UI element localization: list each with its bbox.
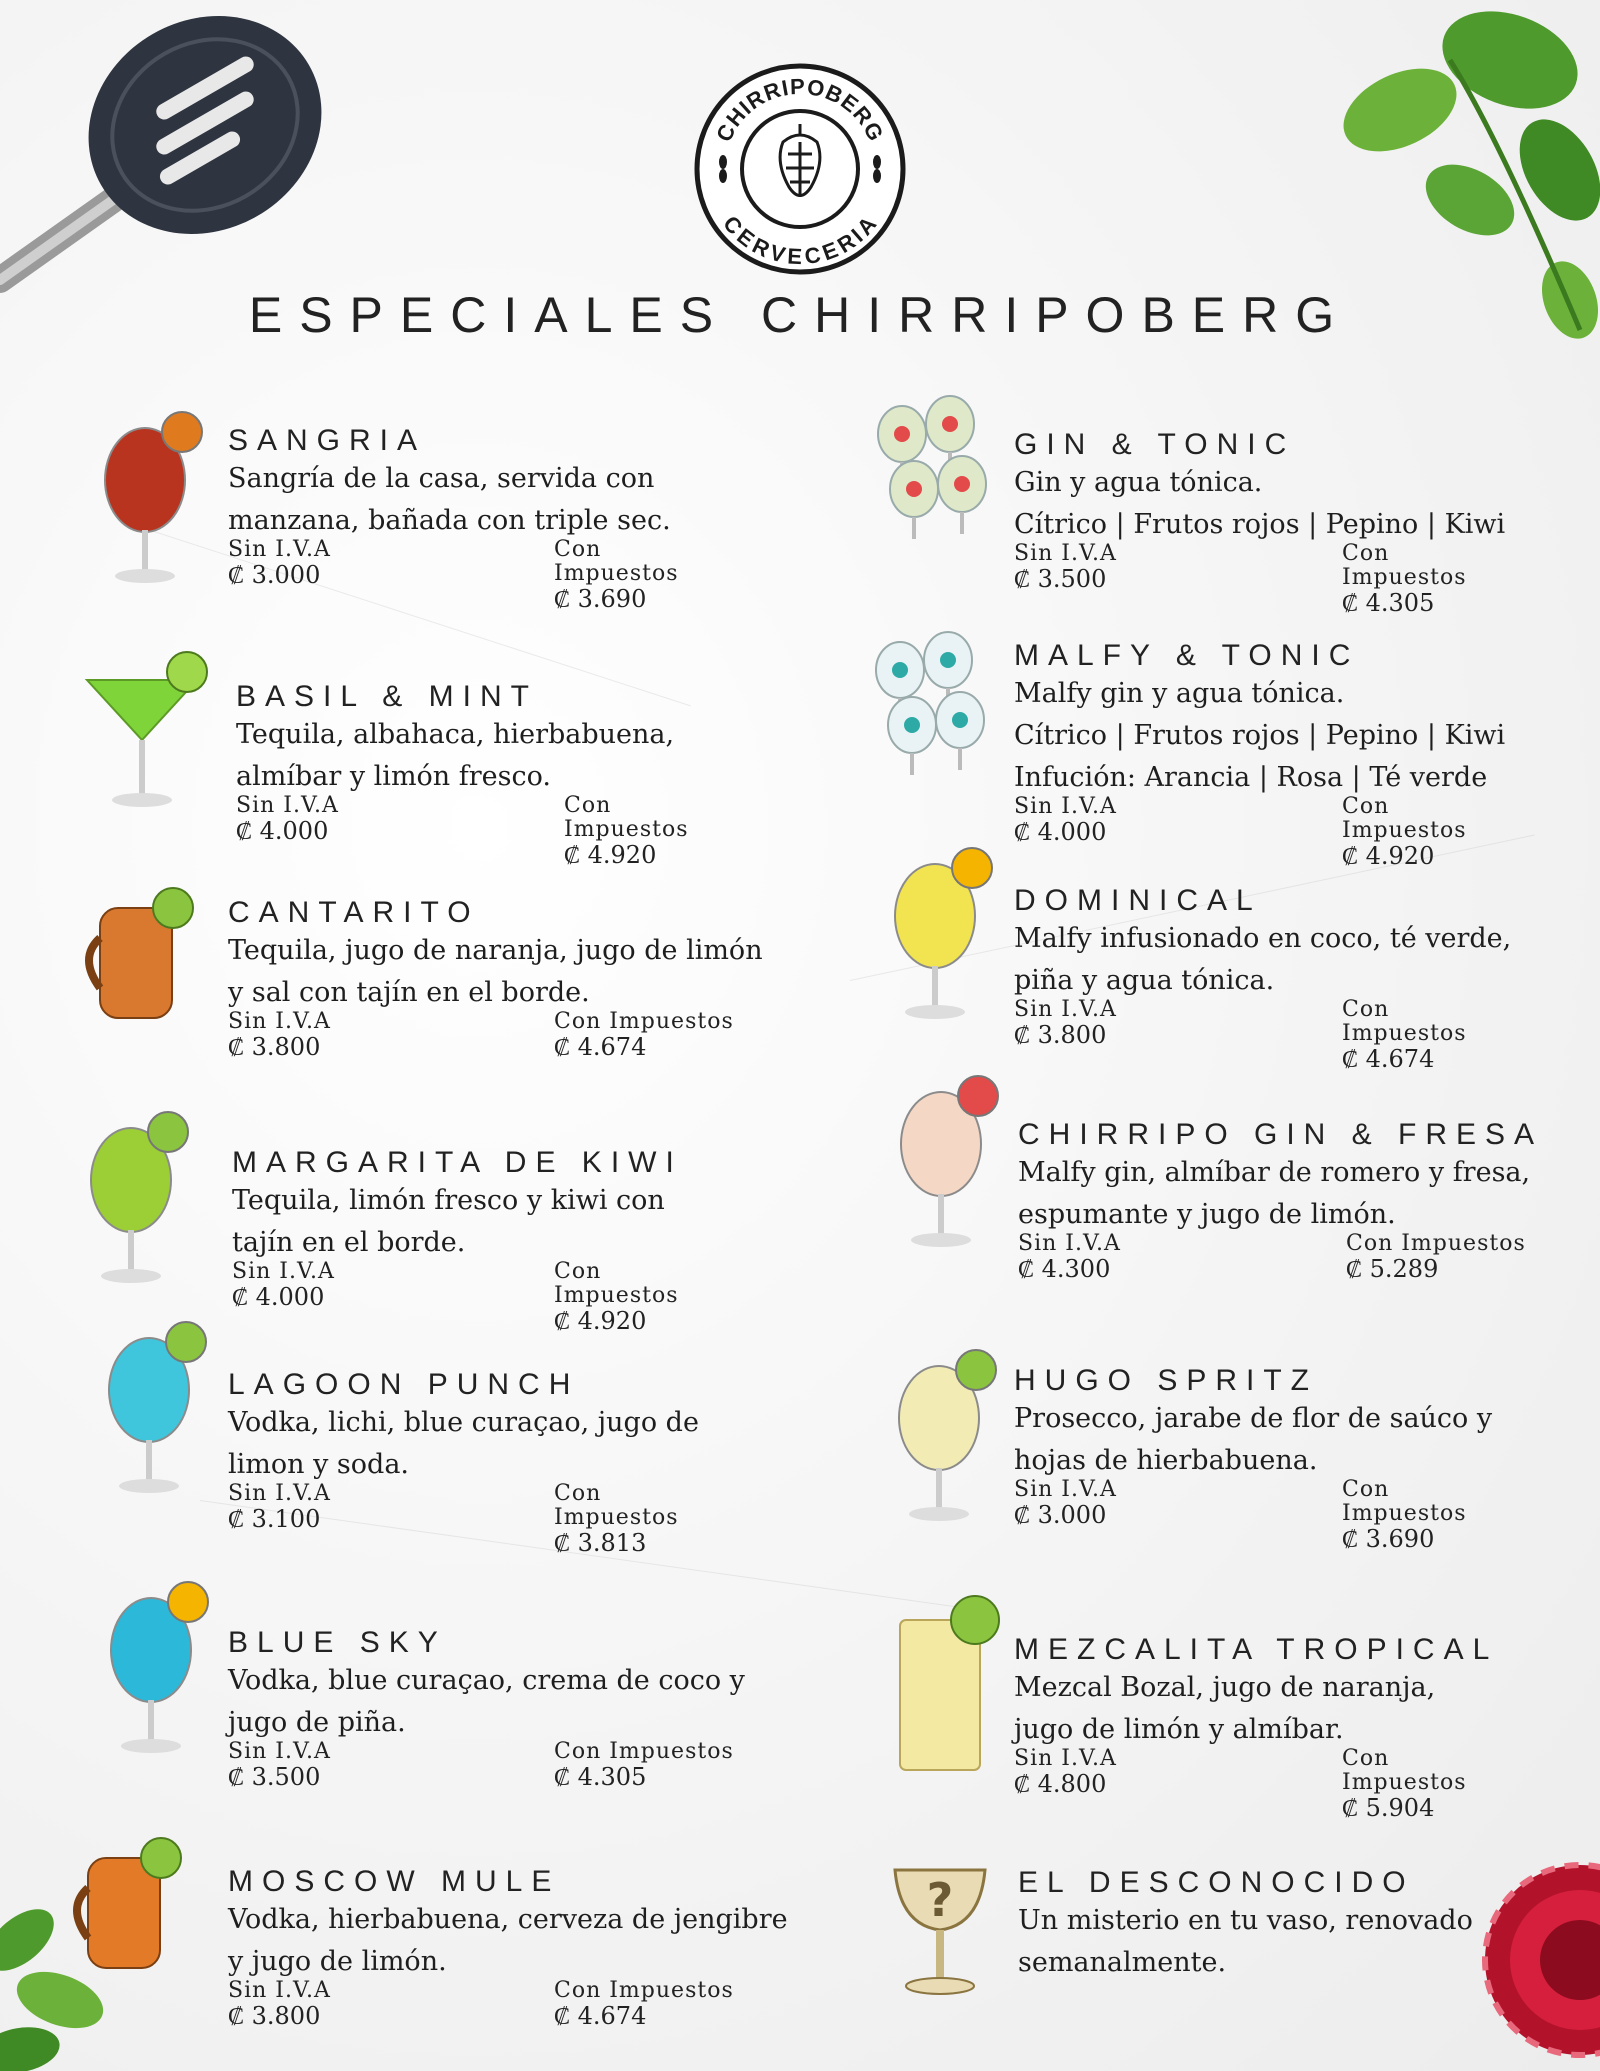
sangria-glass-icon [90, 410, 220, 600]
price-value: ₡ 4.000 [232, 1283, 325, 1311]
price-value: ₡ 4.920 [554, 1307, 647, 1335]
item-name: MARGARITA DE KIWI [232, 1146, 683, 1179]
malfy-glasses-icon [866, 620, 996, 810]
item-name: GIN & TONIC [1014, 428, 1296, 461]
price-value: ₡ 3.690 [554, 585, 647, 613]
description-line: Tequila, limón fresco y kiwi con [232, 1185, 665, 1216]
item-description [228, 1899, 788, 1983]
brand-logo [693, 62, 907, 276]
without-tax-label: Sin I.V.A [1014, 997, 1117, 1022]
price-row [236, 793, 689, 869]
price-with-tax [554, 1740, 734, 1791]
description-line: semanalmente. [1018, 1947, 1227, 1978]
description-line: jugo de piña. [228, 1707, 406, 1738]
item-name: BASIL & MINT [236, 680, 538, 713]
with-tax-label: Con Impuestos [554, 1978, 734, 2003]
with-tax-label: Con Impuestos [1342, 1746, 1467, 1795]
item-name: CANTARITO [228, 896, 480, 929]
with-tax-label: Con Impuestos [1342, 794, 1467, 843]
price-row [228, 1740, 745, 1794]
without-tax-label: Sin I.V.A [228, 1739, 331, 1764]
description-line: Vodka, hierbabuena, cerveza de jengibre [228, 1904, 788, 1935]
price-value: ₡ 3.000 [1014, 1501, 1107, 1529]
price-with-tax [1342, 795, 1505, 870]
description-line: Sangría de la casa, servida con [228, 463, 655, 494]
description-line: limon y soda. [228, 1449, 410, 1480]
item-name: HUGO SPRITZ [1014, 1364, 1319, 1397]
price-value: ₡ 4.000 [1014, 818, 1107, 846]
price-without-tax [228, 1482, 331, 1533]
price-without-tax [228, 538, 331, 589]
price-value: ₡ 4.300 [1018, 1255, 1111, 1283]
description-line: Gin y agua tónica. [1014, 467, 1263, 498]
description-line: y sal con tajín en el borde. [228, 977, 590, 1008]
description-line: jugo de limón y almíbar. [1014, 1714, 1344, 1745]
margarita-glass-icon [76, 1110, 206, 1300]
description-line: Infución: Arancia | Rosa | Té verde [1014, 762, 1488, 793]
price-with-tax [554, 538, 678, 613]
price-row [1014, 1477, 1492, 1553]
logo-top-text: CHIRRIPOBERG [711, 73, 889, 146]
item-name: DOMINICAL [1014, 884, 1262, 917]
item-description [232, 1180, 683, 1264]
price-with-tax [1346, 1232, 1526, 1283]
with-tax-label: Con Impuestos [554, 537, 679, 586]
price-value: ₡ 4.000 [236, 817, 329, 845]
without-tax-label: Sin I.V.A [228, 1009, 331, 1034]
description-line: Vodka, lichi, blue curaçao, jugo de [228, 1407, 699, 1438]
price-row [1014, 1746, 1498, 1822]
price-row [228, 1481, 699, 1557]
menu-item [1014, 1633, 1499, 1822]
item-description [228, 1402, 699, 1486]
price-with-tax [554, 1979, 734, 2030]
price-value: ₡ 3.690 [1342, 1525, 1435, 1553]
without-tax-label: Sin I.V.A [1014, 541, 1117, 566]
bar-strainer-icon [0, 0, 330, 300]
description-line: y jugo de limón. [228, 1946, 447, 1977]
price-with-tax [1342, 998, 1511, 1073]
menu-item [228, 1865, 788, 2033]
description-line: Prosecco, jarabe de flor de saúco y [1014, 1403, 1493, 1434]
pineapple-gin-glass-icon [880, 846, 1010, 1036]
description-line: Malfy gin y agua tónica. [1014, 678, 1345, 709]
item-name: MEZCALITA TROPICAL [1014, 1633, 1499, 1666]
item-description [1014, 918, 1511, 1002]
without-tax-label: Sin I.V.A [1018, 1231, 1121, 1256]
description-line: Tequila, jugo de naranja, jugo de limón [228, 935, 763, 966]
item-description [1018, 1152, 1543, 1236]
clay-jug-icon [78, 858, 208, 1048]
description-line: Un misterio en tu vaso, renovado [1018, 1905, 1473, 1936]
price-with-tax [1342, 1478, 1492, 1553]
price-with-tax [564, 794, 688, 869]
price-value: ₡ 3.800 [228, 1033, 321, 1061]
price-without-tax [1014, 795, 1117, 846]
price-value: ₡ 3.500 [1014, 565, 1107, 593]
without-tax-label: Sin I.V.A [228, 1481, 331, 1506]
price-row [1014, 794, 1505, 870]
price-without-tax [232, 1260, 335, 1311]
logo-bottom-text: CERVECERIA [718, 210, 882, 270]
price-with-tax [554, 1010, 734, 1061]
menu-item [1014, 884, 1512, 1073]
hurricane-blue-glass-icon [94, 1320, 224, 1510]
price-with-tax [554, 1260, 683, 1335]
item-description [1014, 1398, 1492, 1482]
price-without-tax [228, 1740, 331, 1791]
price-value: ₡ 3.000 [228, 561, 321, 589]
gin-glasses-icon [868, 384, 998, 574]
price-value: ₡ 3.100 [228, 1505, 321, 1533]
item-name: MOSCOW MULE [228, 1865, 561, 1898]
price-value: ₡ 4.305 [554, 1763, 647, 1791]
menu-item [1014, 639, 1506, 870]
item-description [236, 714, 674, 798]
question-mark-icon: ? [926, 1873, 954, 1927]
price-value: ₡ 4.920 [1342, 842, 1435, 870]
with-tax-label: Con Impuestos [554, 1481, 679, 1530]
without-tax-label: Sin I.V.A [1014, 1746, 1117, 1771]
menu-item [1018, 1118, 1543, 1286]
description-line: Vodka, blue curaçao, crema de coco y [228, 1665, 745, 1696]
price-value: ₡ 4.674 [554, 2002, 647, 2030]
item-description [1014, 462, 1505, 546]
price-row [1014, 997, 1511, 1073]
menu-item [236, 680, 689, 869]
item-name: MALFY & TONIC [1014, 639, 1360, 672]
price-without-tax [236, 794, 339, 845]
price-value: ₡ 3.800 [1014, 1021, 1107, 1049]
highball-glass-icon [880, 1590, 1010, 1780]
menu-item [1014, 1364, 1493, 1553]
spritz-glass-icon [884, 1348, 1014, 1538]
with-tax-label: Con Impuestos [554, 1259, 679, 1308]
price-without-tax [1014, 542, 1117, 593]
description-line: manzana, bañada con triple sec. [228, 505, 671, 536]
price-with-tax [554, 1482, 699, 1557]
item-name: EL DESCONOCIDO [1018, 1866, 1415, 1899]
price-without-tax [1014, 998, 1117, 1049]
menu-item [1014, 428, 1506, 617]
price-with-tax [1342, 1747, 1498, 1822]
menu-item [1018, 1866, 1473, 1984]
without-tax-label: Sin I.V.A [228, 537, 331, 562]
item-name: BLUE SKY [228, 1626, 447, 1659]
without-tax-label: Sin I.V.A [232, 1259, 335, 1284]
price-value: ₡ 3.813 [554, 1529, 647, 1557]
with-tax-label: Con Impuestos [1346, 1231, 1526, 1256]
without-tax-label: Sin I.V.A [1014, 794, 1117, 819]
price-without-tax [228, 1010, 331, 1061]
item-description [228, 930, 763, 1014]
strawberry-gin-glass-icon [886, 1074, 1016, 1264]
description-line: Cítrico | Frutos rojos | Pepino | Kiwi [1014, 720, 1506, 751]
with-tax-label: Con Impuestos [554, 1009, 734, 1034]
price-without-tax [1014, 1478, 1117, 1529]
price-value: ₡ 3.500 [228, 1763, 321, 1791]
item-description [228, 458, 671, 542]
with-tax-label: Con Impuestos [564, 793, 689, 842]
menu-item [228, 1626, 745, 1794]
without-tax-label: Sin I.V.A [228, 1978, 331, 2003]
menu-item [228, 896, 763, 1064]
item-name: CHIRRIPO GIN & FRESA [1018, 1118, 1544, 1151]
price-with-tax [1342, 542, 1505, 617]
price-row [232, 1259, 683, 1335]
with-tax-label: Con Impuestos [554, 1739, 734, 1764]
price-row [1018, 1232, 1543, 1286]
without-tax-label: Sin I.V.A [236, 793, 339, 818]
menu-item [228, 1368, 699, 1557]
item-description [228, 1660, 745, 1744]
description-line: piña y agua tónica. [1014, 965, 1275, 996]
blue-cocktail-glass-icon [96, 1580, 226, 1770]
description-line: tajín en el borde. [232, 1227, 466, 1258]
description-line: hojas de hierbabuena. [1014, 1445, 1318, 1476]
page-title: ESPECIALES CHIRRIPOBERG [248, 287, 1352, 343]
red-glass-icon [1470, 1840, 1600, 2071]
price-row [228, 537, 679, 613]
menu-item [228, 424, 679, 613]
item-name: LAGOON PUNCH [228, 1368, 580, 1401]
with-tax-label: Con Impuestos [1342, 997, 1467, 1046]
description-line: Tequila, albahaca, hierbabuena, [236, 719, 675, 750]
item-description [1014, 1667, 1498, 1751]
price-row [228, 1010, 763, 1064]
price-without-tax [1014, 1747, 1117, 1798]
description-line: Malfy gin, almíbar de romero y fresa, [1018, 1157, 1531, 1188]
with-tax-label: Con Impuestos [1342, 1477, 1467, 1526]
item-name: SANGRIA [228, 424, 427, 457]
price-without-tax [228, 1979, 331, 2030]
price-row [1014, 541, 1505, 617]
without-tax-label: Sin I.V.A [1014, 1477, 1117, 1502]
martini-glass-icon [82, 640, 212, 830]
item-description [1014, 673, 1505, 799]
item-description [1018, 1900, 1473, 1984]
mystery-coupe-icon [880, 1830, 1010, 2020]
price-value: ₡ 5.289 [1346, 1255, 1439, 1283]
price-value: ₡ 4.920 [564, 841, 657, 869]
copper-mug-icon [66, 1808, 196, 1998]
price-value: ₡ 5.904 [1342, 1794, 1435, 1822]
with-tax-label: Con Impuestos [1342, 541, 1467, 590]
description-line: Malfy infusionado en coco, té verde, [1014, 923, 1512, 954]
description-line: Cítrico | Frutos rojos | Pepino | Kiwi [1014, 509, 1506, 540]
price-row [228, 1979, 788, 2033]
description-line: almíbar y limón fresco. [236, 761, 551, 792]
description-line: espumante y jugo de limón. [1018, 1199, 1396, 1230]
price-value: ₡ 3.800 [228, 2002, 321, 2030]
price-value: ₡ 4.674 [554, 1033, 647, 1061]
description-line: Mezcal Bozal, jugo de naranja, [1014, 1672, 1436, 1703]
price-value: ₡ 4.305 [1342, 589, 1435, 617]
menu-item [232, 1146, 683, 1335]
price-value: ₡ 4.800 [1014, 1770, 1107, 1798]
price-without-tax [1018, 1232, 1121, 1283]
price-value: ₡ 4.674 [1342, 1045, 1435, 1073]
